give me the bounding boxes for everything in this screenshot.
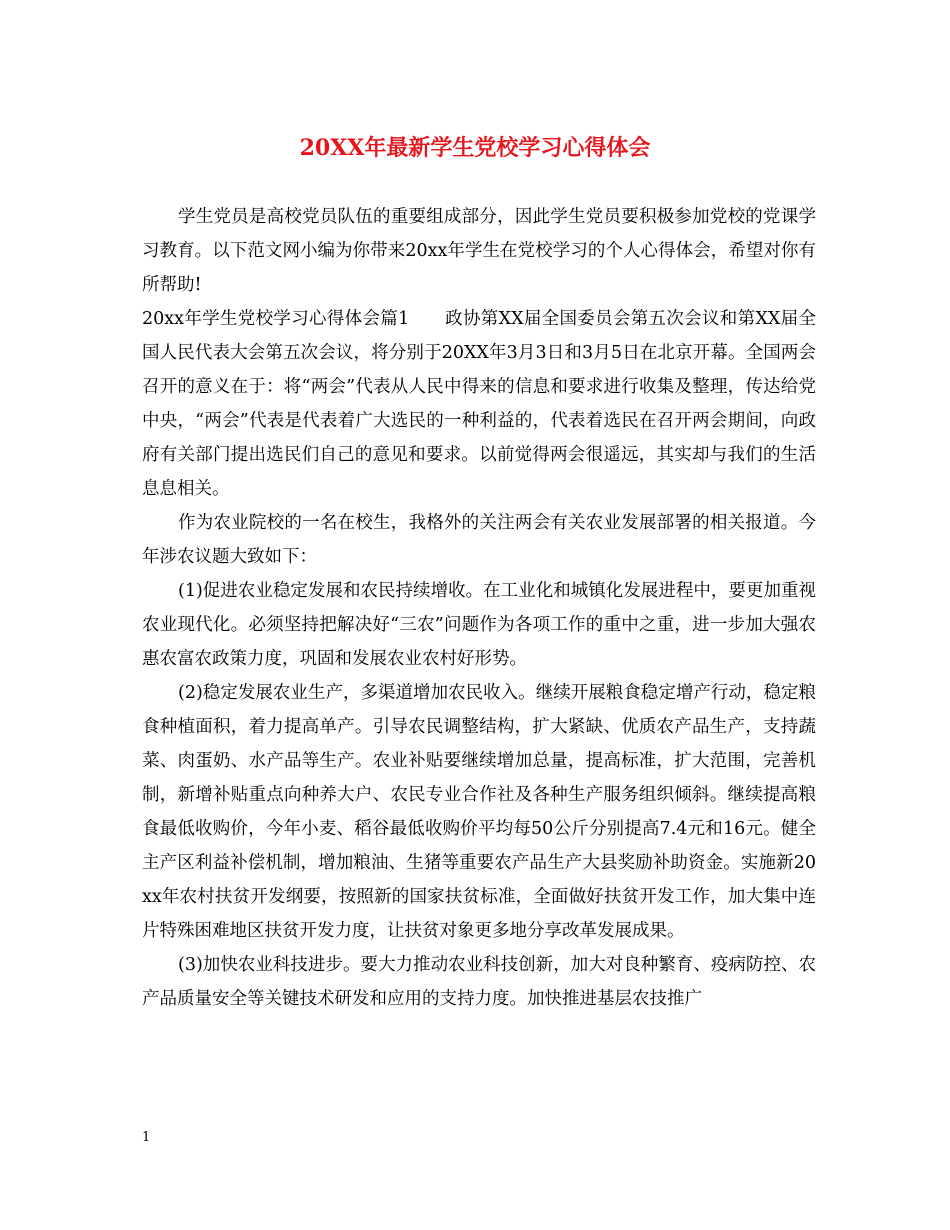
paragraph-point-3: (3)加快农业科技进步。要大力推动农业科技创新，加大对良种繁育、疫病防控、农产品质量安全等关键技术研发和应用的支持力度。加快推进基层农技推广	[142, 955, 816, 1009]
page-number: 1	[142, 1130, 151, 1145]
paragraph-agri-focus: 作为农业院校的一名在校生，我格外的关注两会有关农业发展部署的相关报道。今年涉农议题大致如下：	[142, 513, 816, 567]
paragraph-point-1: (1)促进农业稳定发展和农民持续增收。在工业化和城镇化发展进程中，要更加重视农业现代化。必须坚持把解决好“三农”问题作为各项工作的重中之重，进一步加大强农惠农富农政策力度，巩固和发展农业农村好形势。	[142, 581, 816, 669]
document-body	[142, 200, 816, 1016]
paragraph-point-2: (2)稳定发展农业生产，多渠道增加农民收入。继续开展粮食稳定增产行动，稳定粮食种植面积，着力提高单产。引导农民调整结构，扩大紧缺、优质农产品生产，支持蔬菜、肉蛋奶、水产品等生产。农业补贴要继续增加总量，提高标准，扩大范围，完善机制，新增补贴重点向种养大户、农民专业合作社及各种生产服务组织倾斜。继续提高粮食最低收购价，今年小麦、稻谷最低收购价平均每50公斤分别提高7.4元和16元。健全主产区利益补偿机制，增加粮油、生猪等重要农产品生产大县奖励补助资金。实施新20xx年农村扶贫开发纲要，按照新的国家扶贫标准，全面做好扶贫开发工作，加大集中连片特殊困难地区扶贫开发力度，让扶贫对象更多地分享改革发展成果。	[142, 683, 816, 941]
paragraph-article-1: 20xx年学生党校学习心得体会篇1 政协第XX届全国委员会第五次会议和第XX届全国人民代表大会第五次会议，将分别于20XX年3月3日和3月5日在北京开幕。全国两会召开的意义在于：将“两会”代表从人民中得来的信息和要求进行收集及整理，传达给党中央，“两会”代表是代表着广大选民的一种利益的，代表着选民在召开两会期间，向政府有关部门提出选民们自己的意见和要求。以前觉得两会很遥远，其实却与我们的生活息息相关。	[142, 309, 816, 499]
page-title: 20XX年最新学生党校学习心得体会	[299, 135, 651, 161]
paragraph-intro: 学生党员是高校党员队伍的重要组成部分，因此学生党员要积极参加党校的党课学习教育。以下范文网小编为你带来20xx年学生在党校学习的个人心得体会，希望对你有所帮助!	[142, 207, 816, 295]
